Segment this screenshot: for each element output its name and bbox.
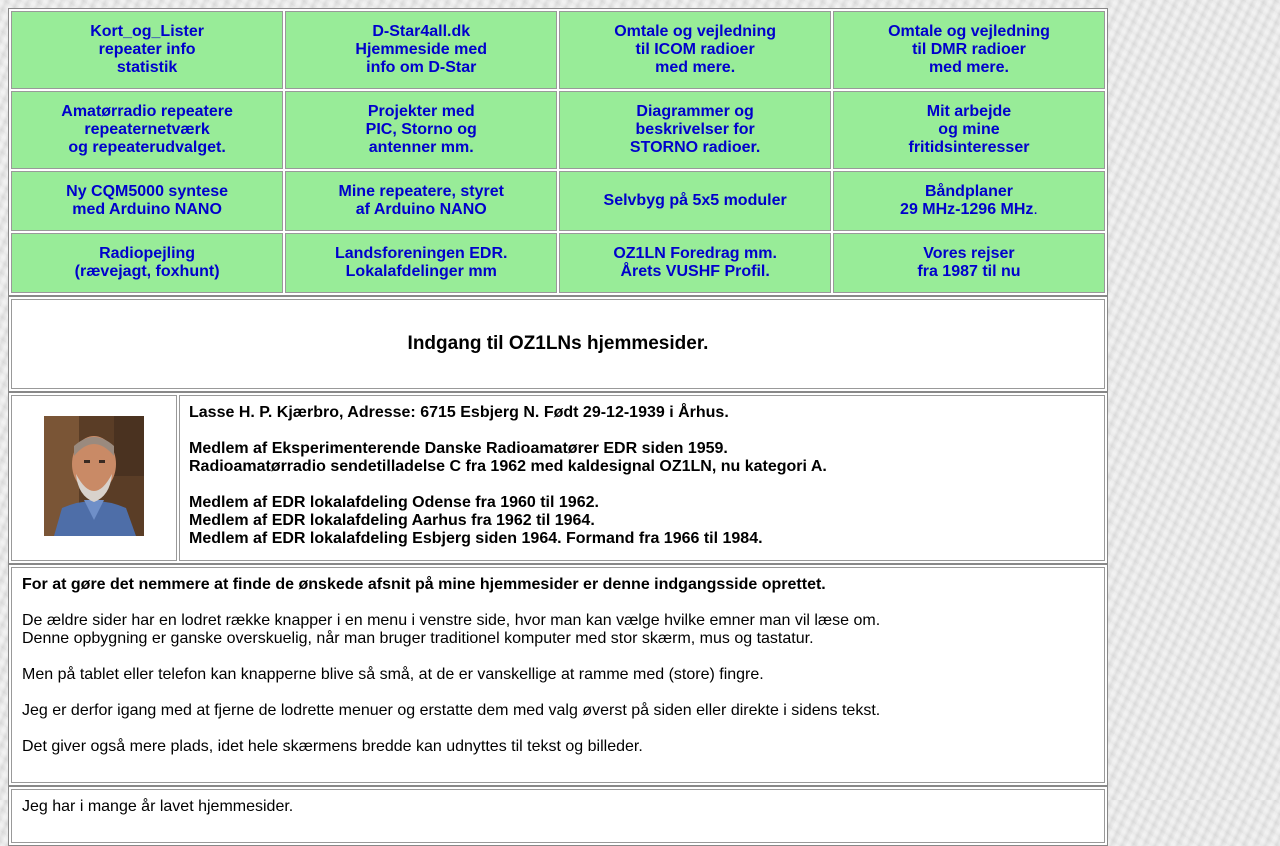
nav-line: PIC, Storno og [365,121,477,138]
intro-line: Men på tablet eller telefon kan knapperne blive så små, at de er vanskellige at ramme med (store) fingre. [22,666,764,683]
nav-cell-kort-og-lister[interactable] [11,11,283,89]
history-text [11,789,1105,843]
nav-link-cqm5000[interactable] [13,183,281,219]
nav-cell-selvbyg[interactable] [559,171,831,231]
nav-line: beskrivelser for [635,121,755,138]
nav-line: (rævejagt, foxhunt) [74,263,220,280]
nav-cell-baandplaner[interactable] [833,171,1105,231]
nav-line: Radiopejling [99,245,196,262]
nav-line: fritidsinteresser [908,139,1030,156]
nav-cell-foredrag[interactable] [559,233,831,293]
nav-line: med Arduino NANO [72,201,222,218]
nav-line: og mine [938,121,1000,138]
nav-link-foredrag[interactable] [561,245,829,281]
nav-cell-diagrammer[interactable] [559,91,831,169]
nav-link-dstar4all[interactable] [287,23,555,77]
nav-line: STORNO radioer. [629,139,761,156]
nav-link-arbejde[interactable] [835,103,1103,157]
nav-line: Årets VUSHF Profil. [620,263,770,280]
history-line: Jeg har i mange år lavet hjemmesider. [22,798,294,815]
intro-line [22,720,1094,738]
nav-cell-repeatere[interactable] [11,91,283,169]
title-cell [11,299,1105,389]
nav-cell-radiopejling[interactable] [11,233,283,293]
nav-line: Omtale og vejledning [614,23,777,40]
nav-link-projekter[interactable] [287,103,555,157]
profile-info [179,395,1105,561]
profile-line: Medlem af Eksperimenterende Danske Radioamatører EDR siden 1959. [189,440,728,457]
intro-line: Denne opbygning er ganske overskuelig, når man bruger traditionel komputer med stor skærm, mus og tastatur. [22,630,814,647]
nav-cell-arbejde[interactable] [833,91,1105,169]
intro-text [11,567,1105,783]
page-container [8,8,1108,846]
intro-line [22,648,1094,666]
profile-line: Radioamatørradio sendetilladelse C fra 1962 med kaldesignal OZ1LN, nu kategori A. [189,458,827,475]
nav-cell-mine-repeatere[interactable] [285,171,557,231]
intro-heading: For at gøre det nemmere at finde de ønskede afsnit på mine hjemmesider er denne indgangsside oprettet. [22,576,826,593]
nav-line: Amatørradio repeatere [61,103,233,120]
nav-cell-edr[interactable] [285,233,557,293]
nav-line: til ICOM radioer [635,41,755,58]
nav-line: Vores rejser [923,245,1015,262]
nav-line: Lokalafdelinger mm [345,263,497,280]
nav-link-kort-og-lister[interactable] [13,23,281,77]
intro-line: Jeg er derfor igang med at fjerne de lodrette menuer og erstatte dem med valg øverst på siden eller direkte i sidens tekst. [22,702,881,719]
nav-cell-dmr[interactable] [833,11,1105,89]
nav-link-repeatere[interactable] [13,103,281,157]
nav-line: Kort_og_Lister [90,23,204,40]
profile-line: Medlem af EDR lokalafdeling Esbjerg siden 1964. Formand fra 1966 til 1984. [189,530,763,547]
nav-cell-projekter[interactable] [285,91,557,169]
nav-line: Selvbyg på 5x5 moduler [603,192,787,209]
profile-line: Medlem af EDR lokalafdeling Odense fra 1960 til 1962. [189,494,599,511]
portrait-image [44,416,144,536]
nav-line: repeater info [98,41,196,58]
profile-line [189,476,1095,494]
nav-line: info om D-Star [366,59,477,76]
intro-line [22,594,1094,612]
nav-link-dmr[interactable] [835,23,1103,77]
profile-box [8,392,1108,564]
nav-line: Hjemmeside med [355,41,488,58]
history-box [8,786,1108,846]
nav-cell-icom[interactable] [559,11,831,89]
nav-line: Båndplaner [924,183,1013,200]
nav-link-radiopejling[interactable] [13,245,281,281]
page-title: Indgang til OZ1LNs hjemmesider. [407,333,709,354]
nav-line: 29 MHz-1296 MHz [900,201,1034,218]
nav-line: D-Star4all.dk [372,23,471,40]
nav-line: og repeaterudvalget. [68,139,226,156]
intro-line [22,684,1094,702]
nav-link-baandplaner[interactable] [835,183,1103,219]
nav-line: Mine repeatere, styret [338,183,504,200]
nav-link-selvbyg[interactable] [561,192,829,210]
profile-line: Lasse H. P. Kjærbro, Adresse: 6715 Esbjerg N. Født 29-12-1939 i Århus. [189,404,729,421]
nav-line: Omtale og vejledning [888,23,1050,40]
profile-line [189,422,1095,440]
nav-cell-cqm5000[interactable] [11,171,283,231]
intro-line: De ældre sider har en lodret række knapper i en menu i venstre side, hvor man kan vælge hvilke emner man vil læse om. [22,612,881,629]
nav-line: Mit arbejde [926,103,1012,120]
intro-box [8,564,1108,786]
nav-line: Ny CQM5000 syntese [66,183,229,200]
nav-line: fra 1987 til nu [917,263,1021,280]
trailing-dot: . [1033,201,1038,218]
nav-line: statistik [116,59,178,76]
nav-link-rejser[interactable] [835,245,1103,281]
nav-link-edr[interactable] [287,245,555,281]
nav-line: med mere. [655,59,736,76]
nav-line: Diagrammer og [636,103,754,120]
nav-line: repeaternetværk [84,121,210,138]
intro-line: Det giver også mere plads, idet hele skærmens bredde kan udnyttes til tekst og billeder. [22,738,643,755]
nav-cell-rejser[interactable] [833,233,1105,293]
title-box [8,296,1108,392]
nav-line: med mere. [928,59,1009,76]
nav-line: OZ1LN Foredrag mm. [613,245,777,262]
nav-link-diagrammer[interactable] [561,103,829,157]
photo-cell [11,395,177,561]
nav-line: til DMR radioer [912,41,1026,58]
nav-cell-dstar4all[interactable] [285,11,557,89]
nav-line-with-dot [835,201,1103,219]
nav-line: af Arduino NANO [355,201,487,218]
nav-grid [8,8,1108,296]
nav-link-icom[interactable] [561,23,829,77]
nav-line: Landsforeningen EDR. [335,245,508,262]
portrait-photo [44,416,144,536]
profile-line: Medlem af EDR lokalafdeling Aarhus fra 1962 til 1964. [189,512,595,529]
nav-line: antenner mm. [368,139,474,156]
nav-link-mine-repeatere[interactable] [287,183,555,219]
nav-line: Projekter med [367,103,475,120]
